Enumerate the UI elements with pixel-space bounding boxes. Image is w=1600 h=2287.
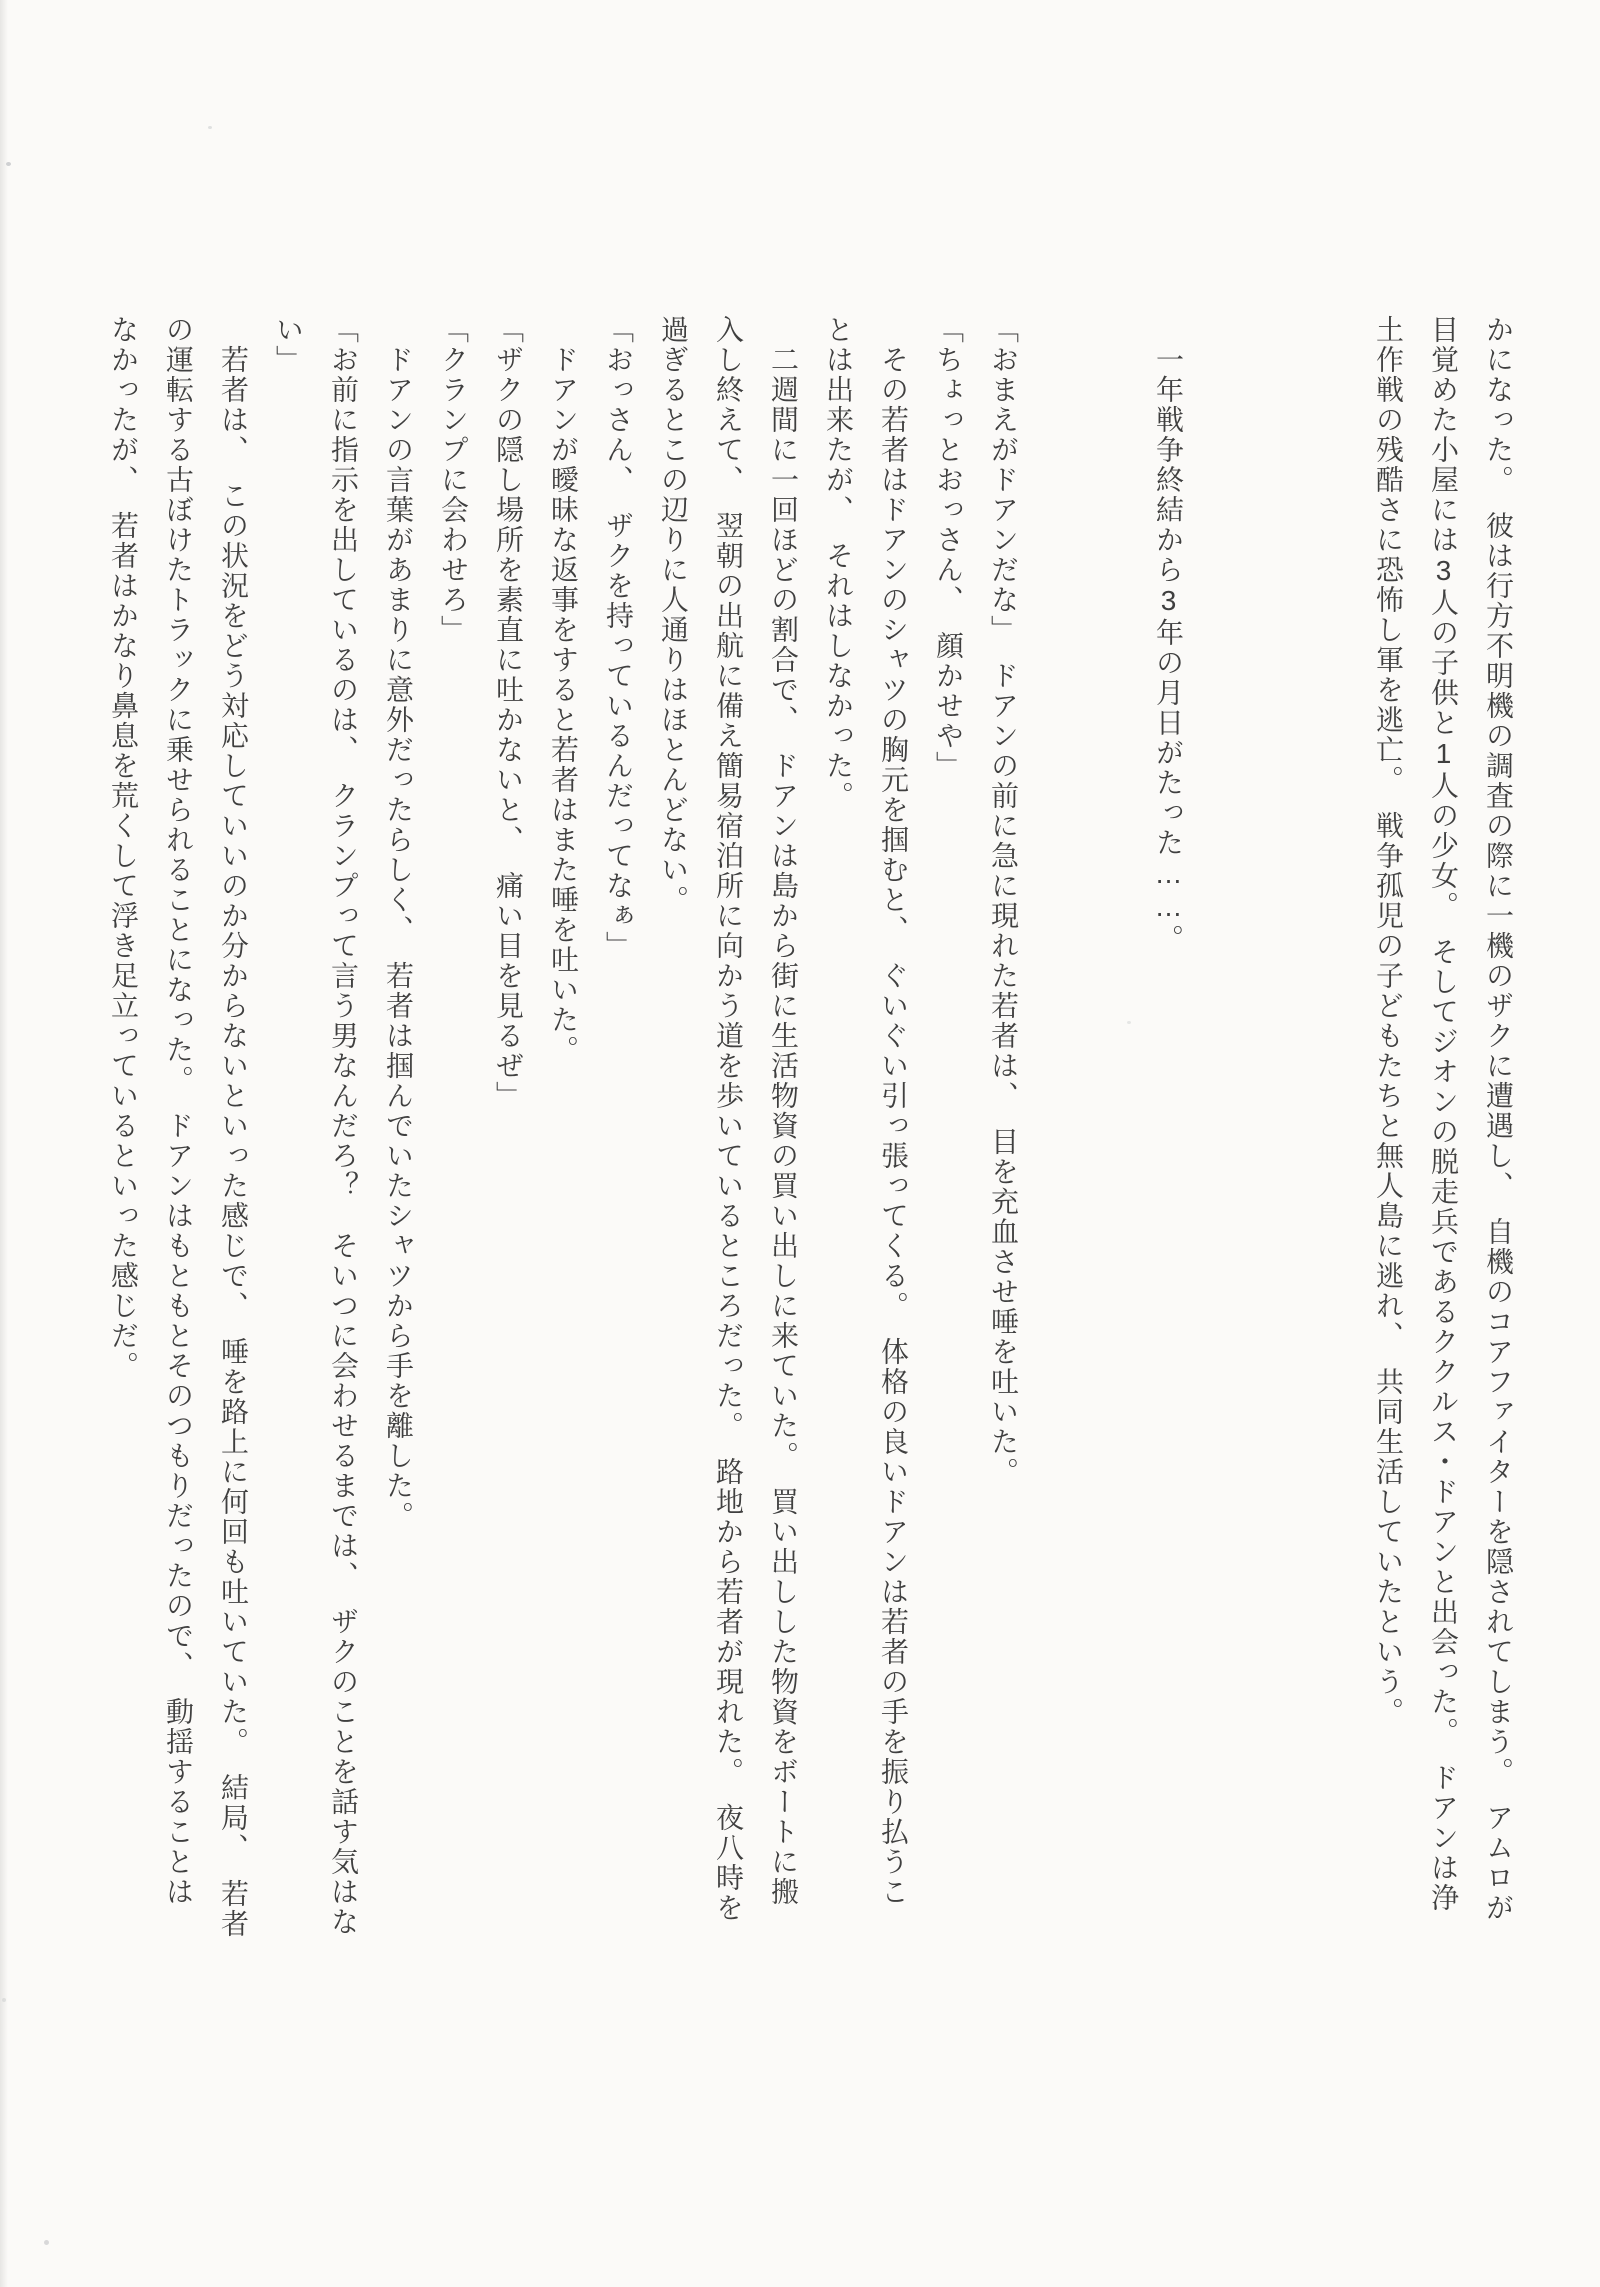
text-line: その若者はドアンのシャツの胸元を掴むと、 ぐいぐい引っ張ってくる。 体格の良いドアンは若者の手を振り払うこ [878,315,909,1907]
text-line: 「おっさん、 ザクを持っているんだってなぁ」 [603,315,634,961]
text-line: 「クランプに会わせろ」 [438,315,469,645]
text-line [1050,315,1078,2095]
text-line: 「おまえがドアンだな」 ドアンの前に急に現れた若者は、 目を充血させ唾を吐いた。 [988,315,1019,1487]
text-line: かになった。 彼は行方不明機の調査の際に一機のザクに遭遇し、 自機のコアファイターを隠されてしまう。 アムロが [1483,315,1514,1923]
text-line: なかったが、 若者はかなり鼻息を荒くして浮き足立っているといった感じだ。 [108,315,139,1381]
text-line: 一年戦争終結から3年の月日がたった……。 [1153,315,1184,954]
text-line: 入し終えて、 翌朝の出航に備え簡易宿泊所に向かう道を歩いているところだった。 路地から若者が現れた。 夜八時を [713,315,744,1923]
text-line: 「ちょっとおっさん、 顔かせや」 [933,315,964,781]
scan-edge-shading [0,0,8,2287]
text-line: ドアンの言葉があまりに意外だったらしく、 若者は掴んでいたシャツから手を離した。 [383,315,414,1531]
text-line: 二週間に一回ほどの割合で、 ドアンは島から街に生活物資の買い出しに来ていた。 買い出しした物資をボートに搬 [768,315,799,1907]
scan-dust-speck [208,126,212,129]
text-line: 土作戦の残酷さに恐怖し軍を逃亡。 戦争孤児の子どもたちと無人島に逃れ、 共同生活していたという。 [1373,315,1404,1727]
text-line: とは出来たが、 それはしなかった。 [823,315,854,811]
text-line [1105,315,1133,2095]
text-line: ドアンが曖昧な返事をすると若者はまた唾を吐いた。 [548,315,579,1065]
text-line: の運転する古ぼけたトラックに乗せられることになった。 ドアンはもともとそのつもりだったので、 動揺することは [163,315,194,1907]
text-line: 目覚めた小屋には3人の子供と1人の少女。 そしてジオンの脱走兵であるククルス・ドアンと出会った。 ドアンは浄 [1428,315,1459,1913]
text-line: 「ザクの隠し場所を素直に吐かないと、 痛い目を見るぜ」 [493,315,524,1111]
text-line: 「お前に指示を出しているのは、 クランプって言う男なんだろ？ そいつに会わせるまでは、 ザクのことを話す気はな [328,315,359,1937]
scan-dust-speck [44,2240,49,2245]
novel-text-block [88,315,1518,2095]
text-line [1215,315,1243,2095]
text-line: 過ぎるとこの辺りに人通りはほとんどない。 [658,315,689,915]
text-line: い」 [273,315,304,375]
text-line: 若者は、 この状況をどう対応していいのか分からないといった感じで、 唾を路上に何回も吐いていた。 結局、 若者 [218,315,249,1939]
text-line [1270,315,1298,2095]
scan-dust-speck [2,1998,6,2002]
text-line [1325,315,1353,2095]
scan-dust-speck [6,162,11,166]
